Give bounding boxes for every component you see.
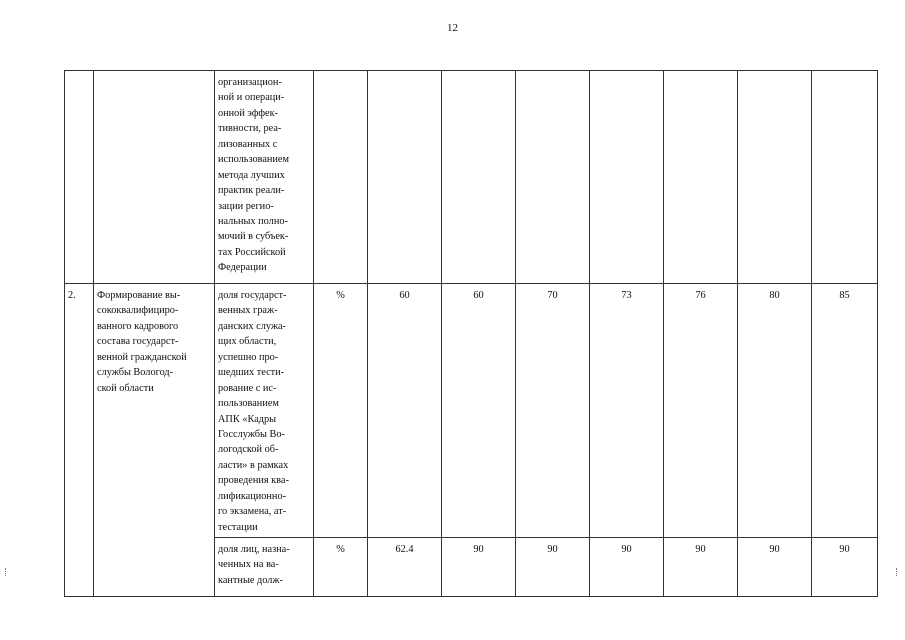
value-cell: 70 (516, 284, 590, 538)
value-cell: 90 (812, 538, 878, 597)
table-row (65, 71, 878, 284)
goal-name-cell (94, 71, 215, 284)
unit-cell: % (314, 284, 368, 538)
row-number-cell: 2. (65, 284, 94, 597)
goal-name-cell: Формирование вы- сококвалифициро- ванного кадрового состава государст- венной гражданской службы Вологод- ской области (94, 284, 215, 597)
value-cell: 60 (442, 284, 516, 538)
scan-edge-mark (5, 568, 9, 576)
value-cell (590, 71, 664, 284)
value-cell: 73 (590, 284, 664, 538)
page-number: 12 (447, 22, 458, 34)
value-cell (664, 71, 738, 284)
value-cell: 90 (442, 538, 516, 597)
value-cell (442, 71, 516, 284)
value-cell: 90 (516, 538, 590, 597)
unit-cell: % (314, 538, 368, 597)
value-cell: 80 (738, 284, 812, 538)
indicator-name-cell: доля государст- венных граж- данских служа- щих области, успешно про- шедших тести- рование с ис- пользованием АПК «Кадры Госслужбы Во- логодской об- ласти» в рамках проведения ква- лификационно- го экзамена, ат- тестации (215, 284, 314, 538)
value-cell (368, 71, 442, 284)
value-cell: 85 (812, 284, 878, 538)
indicator-name-cell: организацион- ной и операци- онной эффек- тивности, реа- лизованных с использованием метода лучших практик реали- зации регио- нальных полно- мочий в субъек- тах Российской Федерации (215, 71, 314, 284)
value-cell: 90 (664, 538, 738, 597)
value-cell: 76 (664, 284, 738, 538)
row-number-cell (65, 71, 94, 284)
value-cell (738, 71, 812, 284)
scan-edge-mark (896, 568, 900, 576)
value-cell (516, 71, 590, 284)
indicators-table (64, 70, 878, 597)
indicator-name-cell: доля лиц, назна- ченных на ва- кантные долж- (215, 538, 314, 597)
value-cell: 62.4 (368, 538, 442, 597)
value-cell: 60 (368, 284, 442, 538)
table-row (65, 284, 878, 538)
value-cell (812, 71, 878, 284)
value-cell: 90 (590, 538, 664, 597)
unit-cell (314, 71, 368, 284)
value-cell: 90 (738, 538, 812, 597)
